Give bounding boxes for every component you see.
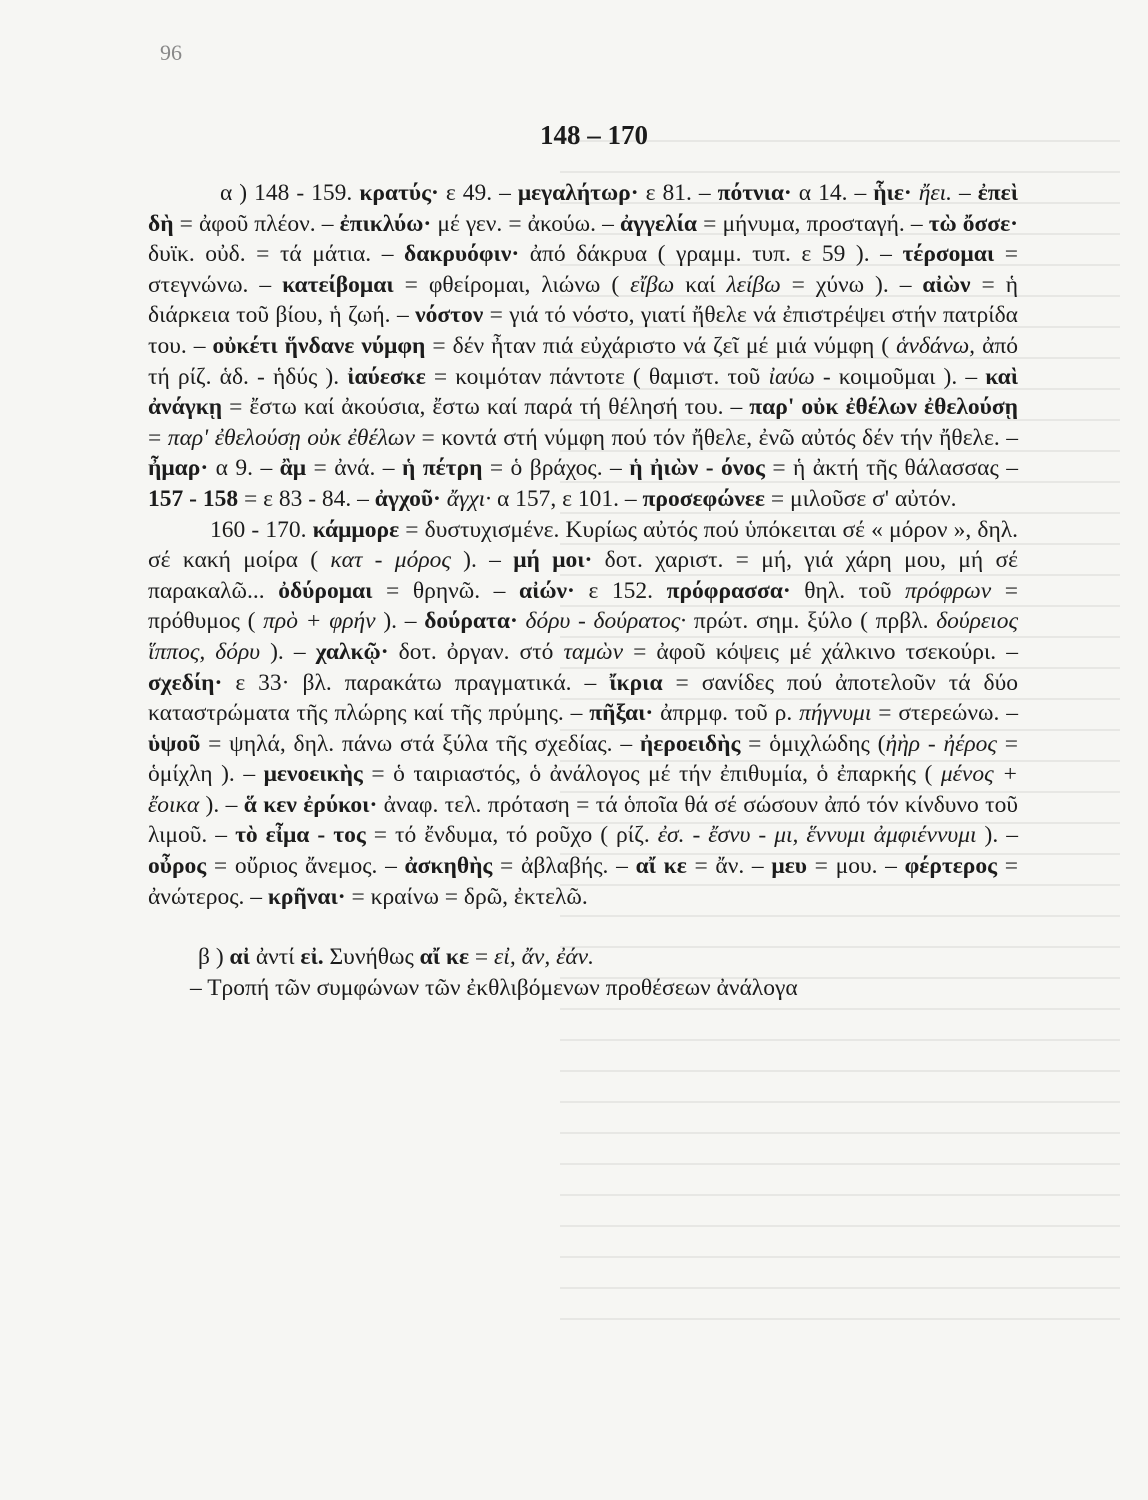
gloss-text: = φθείρομαι, λιώνω (: [393, 271, 631, 298]
gloss-text: = κοιμόταν πάντοτε ( θαμιστ. τοῦ: [425, 363, 769, 390]
gloss-text: –: [952, 180, 978, 206]
italic-form: παρ' ἐθελούσῃ οὐκ ἐθέλων: [167, 424, 415, 451]
gloss-text: = ἔστω καί ἀκούσια, ἔστω καί παρά τή θέλησή του. –: [222, 394, 750, 421]
lemma-term: 157 - 158: [148, 485, 239, 512]
gloss-text: = ἀνά. –: [306, 455, 402, 482]
gloss-text: δοτ. ὀργαν. στό: [388, 638, 564, 665]
gloss-text: = μήνυμα, προσταγή. –: [697, 210, 929, 237]
gloss-text: α 14. –: [791, 180, 874, 206]
gloss-text: Συνήθως: [323, 944, 420, 971]
lemma-term: ἀγχοῦ·: [374, 485, 441, 512]
lemma-term: πῆξαι·: [589, 700, 654, 727]
gloss-text: = πρόθυμος (: [148, 577, 1018, 635]
gloss-text: = ἀβλαβής. –: [492, 853, 636, 880]
gloss-text: ). –: [976, 822, 1018, 849]
lemma-term: μενοεικὴς: [263, 761, 363, 788]
gloss-text: ε 81. –: [638, 180, 718, 206]
gloss-text: α 157, ε 101. –: [491, 485, 643, 512]
lemma-term: κατείβομαι: [282, 271, 394, 298]
lemma-term: καὶ ἀνάγκῃ: [148, 363, 1018, 421]
gloss-text: β ): [198, 944, 230, 971]
lemma-term: τὸ εἶμα - τος: [235, 822, 366, 849]
gloss-text: πρώτ. σημ. ξύλο ( πρβλ.: [686, 608, 937, 635]
gloss-text: [912, 180, 919, 206]
page-number: 96: [160, 40, 182, 65]
italic-form: εἴβω: [630, 271, 675, 298]
gloss-text: ἀναφ. τελ. πρόταση = τά ὁποῖα θά σέ σώσουν ἀπό τόν κίνδυνο τοῦ λιμοῦ. –: [148, 791, 1018, 849]
lemma-term: μευ: [771, 853, 807, 880]
gloss-text: ἀπό τή ρίζ. ἁδ. - ἡδύς ).: [148, 332, 1018, 390]
italic-form: λείβω: [726, 271, 781, 298]
lemma-term: μή μοι·: [513, 547, 593, 574]
paragraph-148-159: [148, 178, 1018, 515]
lemma-term: ἰαύεσκε: [347, 363, 426, 390]
lemma-term: ὀδύρομαι: [278, 577, 373, 604]
lemma-term: κρῆναι·: [267, 883, 346, 910]
gloss-text: μέ γεν. = ἀκούω. –: [431, 210, 620, 237]
italic-form: δούρειος ἵππος, δόρυ: [148, 608, 1019, 665]
gloss-text: ε 152.: [574, 577, 667, 604]
gloss-text: = μιλοῦσε σ' αὐτόν.: [764, 485, 957, 512]
lemma-term: προσεφώνεε: [642, 485, 765, 512]
gloss-text: ). –: [260, 638, 316, 665]
gloss-text: = σανίδες πού ἀποτελοῦν τά δύο καταστρώματα τῆς πλώρης καί τῆς πρύμης. –: [148, 669, 1018, 727]
gloss-text: = στερεώνω. –: [871, 700, 1018, 727]
section-heading: 148 – 170: [540, 120, 648, 150]
lemma-term: ἂμ: [279, 455, 307, 482]
gloss-text: = χύνω ). –: [780, 271, 923, 298]
paragraph-section-b: [148, 942, 1018, 973]
lemma-term: ἀσκηθὴς: [404, 853, 493, 880]
lemma-term: χαλκῷ·: [315, 638, 389, 665]
italic-form: ἰαύω: [768, 363, 815, 390]
lemma-term: εἰ.: [300, 944, 324, 971]
gloss-text: = ὁ ταιριαστός, ὁ ἀνάλογος μέ τήν ἐπιθυμία, ὁ ἐπαρκής (: [362, 761, 941, 788]
paragraph-160-170: [148, 515, 1018, 913]
gloss-text: ). –: [375, 608, 425, 635]
gloss-text: α 9. –: [208, 455, 280, 482]
italic-form: εἰ, ἄν, ἐάν.: [494, 944, 594, 971]
lemma-term: μεγαλήτωρ·: [517, 180, 639, 206]
gloss-text: ἀπό δάκρυα ( γραμμ. τυπ. ε 59 ). –: [519, 241, 903, 268]
gloss-text: = ἡ διάρκεια τοῦ βίου, ἡ ζωή. –: [148, 271, 1018, 329]
lemma-term: ἐπεὶ δὴ: [148, 180, 1019, 237]
lemma-term: αἴ κε: [635, 853, 687, 880]
lemma-term: ἧιε·: [873, 180, 912, 206]
italic-form: πρόφρων: [905, 577, 992, 604]
lemma-term: οὖρος: [148, 853, 207, 880]
lemma-term: ἦμαρ·: [148, 455, 209, 482]
gloss-text: ε 33· βλ. παρακάτω πραγματικά. –: [222, 669, 610, 696]
italic-form: ἠὴρ - ἠέρος: [885, 730, 997, 757]
italic-form: κατ - μόρος: [330, 547, 451, 574]
lemma-term: ἅ κεν ἐρύκοι·: [243, 791, 378, 818]
gloss-text: ). –: [450, 547, 514, 574]
gloss-text: = δυστυχισμένε. Κυρίως αὐτός πού ὑπόκειται σέ « μόρον », δηλ. σέ κακή μοίρα (: [148, 516, 1019, 574]
lemma-term: οὐκέτι ἥνδανε νύμφη: [212, 332, 426, 359]
lemma-term: δούρατα·: [424, 608, 518, 635]
italic-form: ἄγχι·: [446, 485, 492, 512]
gloss-text: = οὔριος ἄνεμος. –: [206, 853, 405, 880]
lemma-term: αἰὼν: [922, 271, 971, 298]
italic-form: ἐσ. - ἔσνυ - μι, ἕννυμι ἀμφιέννυμι: [657, 822, 977, 849]
lemma-term: παρ' οὐκ ἐθέλων ἐθελούσῃ: [749, 394, 1018, 421]
lemma-term: ὑψοῦ: [148, 730, 201, 757]
gloss-text: = ὁμίχλη ). –: [148, 730, 1019, 788]
lemma-term: σχεδίη·: [148, 669, 223, 696]
gloss-text: = κοντά στή νύμφη πού τόν ἤθελε, ἐνῶ αὐτός δέν τήν ἤθελε. –: [414, 424, 1018, 451]
gloss-text: =: [469, 944, 495, 971]
italic-form: ἤει.: [918, 180, 953, 206]
gloss-text: = ἡ ἀκτή τῆς θάλασσας –: [764, 455, 1018, 482]
gloss-text: δοτ. χαριστ. = μή, γιά χάρη μου, μή σέ παρακαλῶ...: [148, 547, 1018, 604]
gloss-text: = θρηνῶ. –: [372, 577, 519, 604]
gloss-text: ἀντί: [249, 944, 301, 971]
paragraph-last-line: – Τροπή τῶν συμφώνων τῶν ἐκθλιβόμενων προθέσεων ἀνάλογα: [190, 974, 798, 1001]
lemma-term: κρατύς·: [359, 180, 439, 206]
italic-form: πρὸ + φρήν: [263, 608, 376, 635]
lemma-term: ἡ ἠιὼν - όνος: [629, 455, 765, 482]
gloss-text: = ὁμιχλώδης (: [740, 730, 886, 757]
gloss-text: α ) 148 - 159.: [220, 180, 360, 206]
lemma-term: ἐπικλύω·: [339, 210, 432, 237]
commentary-text: [148, 178, 1018, 1003]
gloss-text: ἀπρμφ. τοῦ ρ.: [653, 700, 800, 727]
lemma-term: δακρυόφιν·: [404, 241, 520, 268]
gloss-text: = ὁ βράχος. –: [482, 455, 630, 482]
gloss-text: θηλ. τοῦ: [790, 577, 906, 604]
gloss-text: = ψηλά, δηλ. πάνω στά ξύλα τῆς σχεδίας. –: [200, 730, 640, 757]
gloss-text: = ἄν. –: [686, 853, 772, 880]
gloss-text: - κοιμοῦμαι ). –: [814, 363, 986, 390]
gloss-text: = μου. –: [806, 853, 905, 880]
gloss-text: = γιά τό νόστο, γιατί ἤθελε νά ἐπιστρέψει στήν πατρίδα του. –: [148, 302, 1018, 359]
lemma-term: ἴκρια: [609, 669, 663, 696]
italic-form: δόρυ - δούρατος·: [525, 608, 687, 635]
lemma-term: κάμμορε: [312, 516, 400, 543]
lemma-term: φέρτερος: [904, 853, 998, 880]
lemma-term: ἀγγελία: [619, 210, 698, 237]
gloss-text: 160 - 170.: [210, 516, 313, 543]
gloss-text: = στεγνώνω. –: [148, 241, 1018, 298]
italic-form: πήγνυμι: [799, 700, 872, 727]
italic-form: ἁνδάνω,: [896, 332, 976, 359]
gloss-text: =: [148, 424, 168, 451]
gloss-text: [518, 608, 526, 634]
lemma-term: ἠεροειδὴς: [639, 730, 741, 757]
gloss-text: = ἀφοῦ κόψεις μέ χάλκινο τσεκούρι. –: [623, 638, 1018, 665]
italic-form: μένος + ἔοικα: [148, 761, 1018, 818]
lemma-term: πότνια·: [717, 180, 792, 206]
italic-form: ταμὼν: [563, 638, 624, 665]
lemma-term: ἡ πέτρη: [401, 455, 483, 482]
lemma-term: νόστον: [415, 302, 484, 329]
lemma-term: τὼ ὄσσε·: [928, 210, 1018, 237]
lemma-term: αἰών·: [518, 577, 575, 604]
gloss-text: καί: [674, 271, 727, 298]
gloss-text: = δέν ἦταν πιά εὐχάριστο νά ζεῖ μέ μιά νύμφη (: [425, 332, 897, 359]
gloss-text: δυϊκ. οὐδ. = τά μάτια. –: [148, 241, 404, 268]
lemma-term: αἰ: [229, 944, 250, 971]
gloss-text: ε 49. –: [438, 180, 518, 206]
gloss-text: = κραίνω = δρῶ, ἐκτελῶ.: [345, 883, 588, 910]
gloss-text: = ε 83 - 84. –: [238, 485, 375, 512]
gloss-text: = τό ἔνδυμα, τό ροῦχο ( ρίζ.: [365, 822, 658, 849]
lemma-term: πρόφρασσα·: [666, 577, 791, 604]
lemma-term: τέρσομαι: [902, 241, 995, 268]
gloss-text: = ἀνώτερος. –: [148, 853, 1018, 910]
lemma-term: αἴ κε: [419, 944, 470, 971]
gloss-text: ). –: [199, 791, 244, 818]
gloss-text: = ἀφοῦ πλέον. –: [173, 210, 340, 237]
